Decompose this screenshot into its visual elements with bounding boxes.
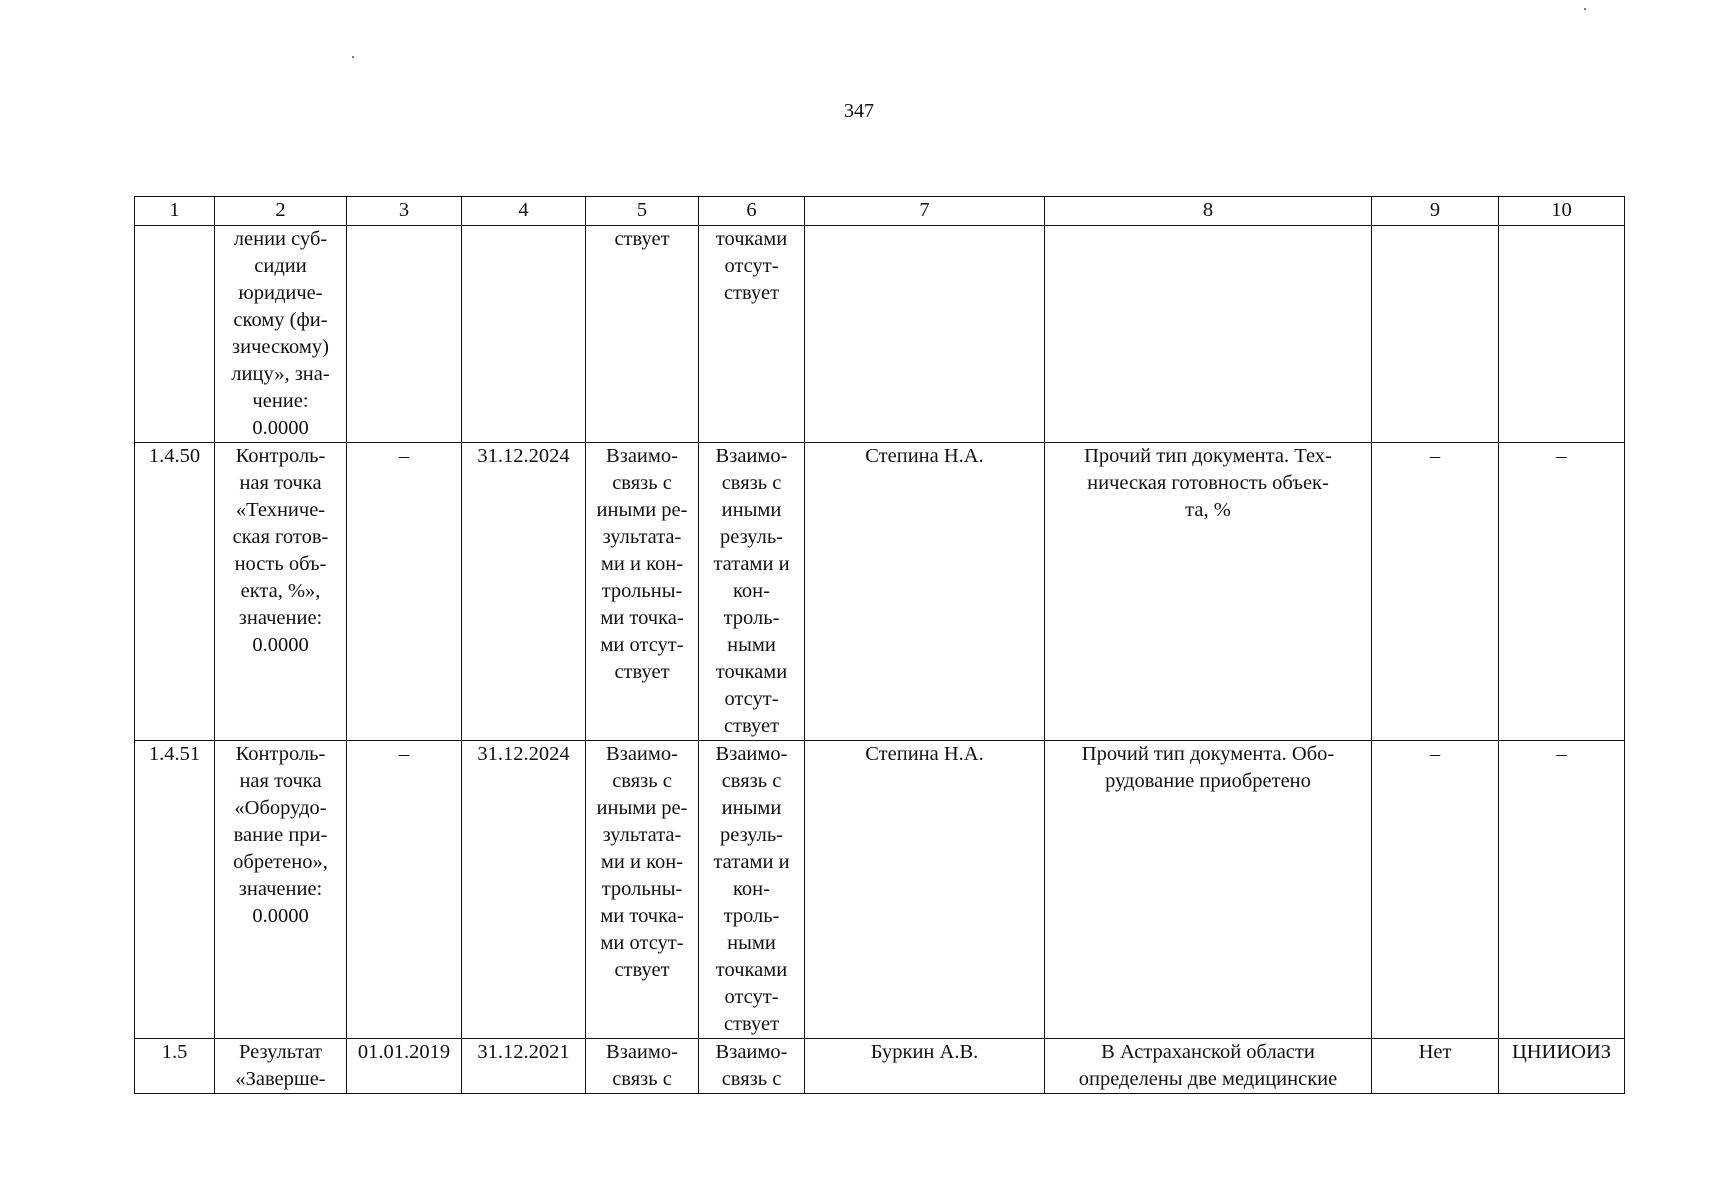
cell-text-line: кон- xyxy=(733,878,770,900)
table-cell xyxy=(586,226,699,443)
cell-text-line: ствует xyxy=(614,661,670,683)
cell-text-line: значение: xyxy=(238,878,323,900)
cell-text-line: иными xyxy=(721,797,782,819)
column-header: 4 xyxy=(462,197,586,226)
cell-text-line: зическому) xyxy=(232,336,329,358)
table-cell xyxy=(1499,226,1625,443)
cell-text-line: лицу», зна- xyxy=(231,363,330,385)
table-cell xyxy=(135,741,215,1039)
table-row xyxy=(135,741,1625,1039)
cell-text-line: ная точка xyxy=(239,472,322,494)
table-cell xyxy=(347,443,462,741)
column-header: 1 xyxy=(135,197,215,226)
cell-text-line: обретено», xyxy=(233,851,328,873)
table-cell xyxy=(215,1039,347,1094)
table-cell xyxy=(135,226,215,443)
cell-text-line: 31.12.2021 xyxy=(477,1041,570,1063)
cell-text-line: ЦНИИОИЗ xyxy=(1511,1041,1612,1063)
cell-text-line: ми точка- xyxy=(600,607,684,629)
cell-text-line: зультата- xyxy=(602,526,682,548)
cell-text-line: – xyxy=(1429,743,1441,765)
column-header: 6 xyxy=(699,197,805,226)
column-header: 9 xyxy=(1372,197,1499,226)
cell-text-line: Контроль- xyxy=(235,445,326,467)
cell-text-line: лении суб- xyxy=(233,228,328,250)
cell-text-line: ская готов- xyxy=(232,526,329,548)
table-cell xyxy=(699,741,805,1039)
cell-text-line: сидии xyxy=(254,255,307,277)
cell-text-line: Буркин А.В. xyxy=(870,1041,979,1063)
cell-text-line: вание при- xyxy=(233,824,328,846)
table-cell xyxy=(699,443,805,741)
table-cell xyxy=(805,1039,1045,1094)
cell-text-line: точками xyxy=(715,959,788,981)
table-cell xyxy=(347,226,462,443)
cell-text-line: – xyxy=(398,445,410,467)
cell-text-line: Степина Н.А. xyxy=(865,445,984,467)
cell-text-line: та, % xyxy=(1185,499,1231,521)
cell-text-line: 0.0000 xyxy=(252,905,309,927)
cell-text-line: татами и xyxy=(713,553,790,575)
cell-text-line: ми отсут- xyxy=(600,634,684,656)
cell-text-line: трольны- xyxy=(601,580,683,602)
table-cell xyxy=(135,1039,215,1094)
cell-text-line: 01.01.2019 xyxy=(357,1041,451,1063)
cell-text-line: Нет xyxy=(1418,1041,1452,1063)
cell-text-line: иными ре- xyxy=(596,499,688,521)
cell-text-line: резуль- xyxy=(719,526,784,548)
table-cell xyxy=(586,1039,699,1094)
table-cell xyxy=(1372,443,1499,741)
cell-text-line: ствует xyxy=(723,1013,780,1035)
cell-text-line: 1.5 xyxy=(161,1041,188,1063)
cell-text-line: резуль- xyxy=(719,824,784,846)
table-cell xyxy=(462,226,586,443)
cell-text-line: ность объ- xyxy=(234,553,327,575)
table-cell xyxy=(1499,741,1625,1039)
column-header: 10 xyxy=(1499,197,1625,226)
table-cell xyxy=(1045,1039,1372,1094)
table-cell xyxy=(699,226,805,443)
table-cell xyxy=(1372,226,1499,443)
cell-text-line: Степина Н.А. xyxy=(865,743,984,765)
cell-text-line: Взаимо- xyxy=(606,445,678,467)
scan-speck xyxy=(1584,8,1586,10)
cell-text-line: отсут- xyxy=(724,255,779,277)
table-cell xyxy=(215,741,347,1039)
table-cell xyxy=(462,1039,586,1094)
table-cell xyxy=(135,443,215,741)
cell-text-line: «Оборудо- xyxy=(234,797,327,819)
table-cell xyxy=(347,1039,462,1094)
cell-text-line: скому (фи- xyxy=(233,309,328,331)
cell-text-line: ми отсут- xyxy=(600,932,684,954)
cell-text-line: – xyxy=(398,743,410,765)
table-cell xyxy=(699,1039,805,1094)
cell-text-line: ными xyxy=(727,932,776,954)
cell-text-line: определены две медицинские xyxy=(1078,1068,1338,1090)
cell-text-line: – xyxy=(1556,445,1567,467)
cell-text-line: связь с xyxy=(612,1068,672,1090)
cell-text-line: юридиче- xyxy=(238,282,323,304)
cell-text-line: – xyxy=(1429,445,1441,467)
cell-text-line: Прочий тип документа. Обо- xyxy=(1081,743,1335,765)
cell-text-line: ствует xyxy=(614,959,670,981)
column-header: 5 xyxy=(586,197,699,226)
table-cell xyxy=(1499,443,1625,741)
cell-text-line: 1.4.50 xyxy=(148,445,201,467)
table-header-row xyxy=(135,197,1625,226)
cell-text-line: ствует xyxy=(723,282,780,304)
cell-text-line: отсут- xyxy=(724,986,779,1008)
cell-text-line: Взаимо- xyxy=(606,1041,678,1063)
table-cell xyxy=(1045,741,1372,1039)
cell-text-line: татами и xyxy=(713,851,790,873)
cell-text-line: троль- xyxy=(723,905,780,927)
table-cell xyxy=(1372,741,1499,1039)
table-cell xyxy=(1045,443,1372,741)
scan-speck xyxy=(352,56,354,58)
cell-text-line: Взаимо- xyxy=(715,1041,788,1063)
cell-text-line: ми и кон- xyxy=(600,553,684,575)
cell-text-line: ми и кон- xyxy=(600,851,684,873)
column-header: 7 xyxy=(805,197,1045,226)
cell-text-line: ствует xyxy=(723,715,780,737)
page-number: 347 xyxy=(844,100,874,122)
table-row xyxy=(135,1039,1625,1094)
cell-text-line: «Техниче- xyxy=(235,499,326,521)
table-cell xyxy=(1045,226,1372,443)
cell-text-line: 1.4.51 xyxy=(148,743,201,765)
data-table xyxy=(134,196,1625,1094)
cell-text-line: Результат xyxy=(238,1041,323,1063)
cell-text-line: связь с xyxy=(612,770,672,792)
cell-text-line: екта, %», xyxy=(240,580,321,602)
cell-text-line: связь с xyxy=(721,472,782,494)
cell-text-line: связь с xyxy=(612,472,672,494)
cell-text-line: трольны- xyxy=(601,878,683,900)
cell-text-line: «Заверше- xyxy=(235,1068,326,1090)
table-cell xyxy=(805,741,1045,1039)
cell-text-line: иными xyxy=(721,499,782,521)
column-header: 8 xyxy=(1045,197,1372,226)
table-cell xyxy=(1372,1039,1499,1094)
table-cell xyxy=(215,443,347,741)
table-cell xyxy=(586,741,699,1039)
cell-text-line: ническая готовность объек- xyxy=(1087,472,1329,494)
table-cell xyxy=(462,741,586,1039)
table-cell xyxy=(1499,1039,1625,1094)
cell-text-line: Взаимо- xyxy=(715,743,788,765)
table-row xyxy=(135,443,1625,741)
cell-text-line: В Астраханской области xyxy=(1101,1041,1315,1063)
column-header: 3 xyxy=(347,197,462,226)
cell-text-line: Взаимо- xyxy=(606,743,678,765)
cell-text-line: 0.0000 xyxy=(252,417,309,439)
cell-text-line: зультата- xyxy=(602,824,682,846)
cell-text-line: отсут- xyxy=(724,688,779,710)
table-cell xyxy=(347,741,462,1039)
cell-text-line: 31.12.2024 xyxy=(477,445,570,467)
cell-text-line: значение: xyxy=(238,607,323,629)
cell-text-line: ми точка- xyxy=(600,905,684,927)
cell-text-line: точками xyxy=(715,661,788,683)
cell-text-line: Прочий тип документа. Тех- xyxy=(1084,445,1332,467)
table-cell xyxy=(805,443,1045,741)
cell-text-line: иными ре- xyxy=(596,797,688,819)
cell-text-line: Контроль- xyxy=(235,743,326,765)
cell-text-line: ная точка xyxy=(239,770,322,792)
table-row xyxy=(135,226,1625,443)
cell-text-line: рудование приобретено xyxy=(1105,770,1311,792)
column-header: 2 xyxy=(215,197,347,226)
cell-text-line: – xyxy=(1556,743,1567,765)
cell-text-line: Взаимо- xyxy=(715,445,788,467)
cell-text-line: 31.12.2024 xyxy=(477,743,570,765)
table-cell xyxy=(586,443,699,741)
cell-text-line: ными xyxy=(727,634,776,656)
cell-text-line: троль- xyxy=(723,607,780,629)
table-cell xyxy=(215,226,347,443)
table-cell xyxy=(462,443,586,741)
cell-text-line: точками xyxy=(715,228,788,250)
cell-text-line: 0.0000 xyxy=(252,634,309,656)
cell-text-line: связь с xyxy=(721,1068,782,1090)
cell-text-line: кон- xyxy=(733,580,770,602)
cell-text-line: связь с xyxy=(721,770,782,792)
table-body xyxy=(135,226,1625,1094)
cell-text-line: ствует xyxy=(614,228,670,250)
table-cell xyxy=(805,226,1045,443)
cell-text-line: чение: xyxy=(252,390,309,412)
